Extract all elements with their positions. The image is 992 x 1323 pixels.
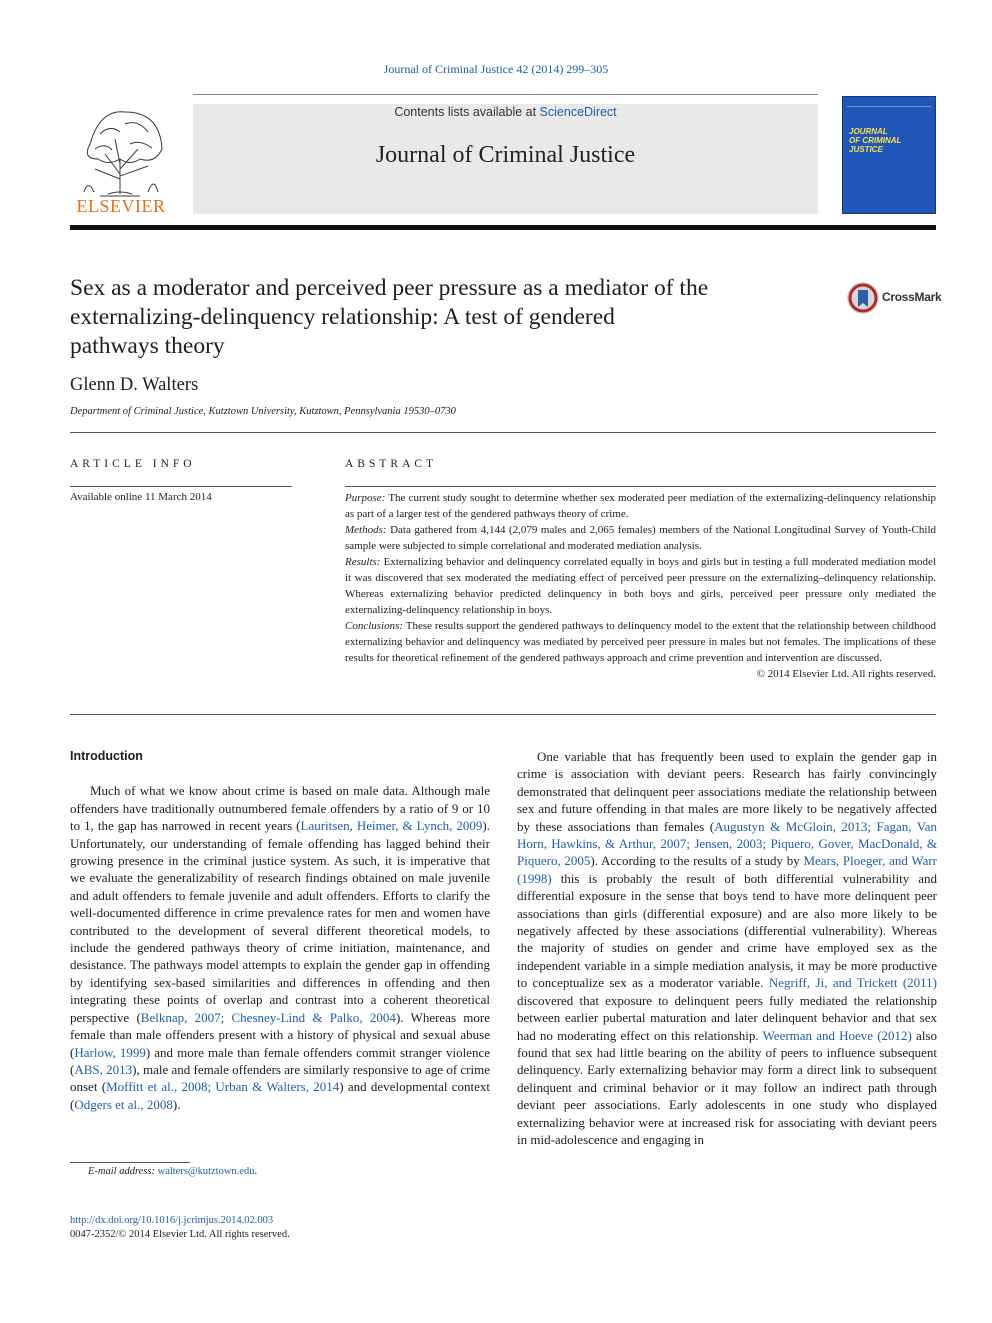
article-info-rule	[70, 486, 292, 487]
contents-available-line: Contents lists available at ScienceDirect	[394, 105, 617, 119]
citation-link[interactable]: Lauritsen, Heimer, & Lynch, 2009	[300, 818, 483, 834]
article-info-heading: ARTICLE INFO	[70, 458, 196, 470]
intro-paragraph-2: One variable that has frequently been used to explain the gender gap in crime is association with deviant peers. Research has fairly convincingly demonstrated that delinquent peer associations mediate the relationship between sex and future offending in that males are more likely to be negatively affected by these associations than females (Augustyn & McGloin, 2013; Fagan, Van Horn, Hawkins, & Arthur, 2007; Jensen, 2003; Piquero, Gover, MacDonald, & Piquero, 2005). According to the results of a study by Mears, Ploeger, and Warr (1998) this is probably the result of both differential vulnerability and differential exposure in the sense that boys tend to have more delinquent peer associations than girls (differential exposure) and are also more likely to be negatively affected by these associations (differential vulnerability). Whereas the majority of studies on gender and crime have employed sex as the independent variable in a simple mediation analysis, it may be more productive to conceptualize sex as a moderator variable. Negriff, Ji, and Trickett (2011) discovered that exposure to delinquent peers fully mediated the relationship between earlier pubertal maturation and later delinquent behavior and that sex had no moderating effect on this relationship. Weerman and Hoeve (2012) also found that sex had little bearing on the ability of peers to influence subsequent delinquency. Early externalizing behavior may form a direct link to subsequent delinquent and criminal behavior or it may follow an indirect path through deviant peer associations. Early adolescents in one study who displayed externalizing behavior were at increased risk for associating with deviant peers in mid-adolescence and engaging in	[517, 749, 938, 1147]
citation-link[interactable]: Augustyn & McGloin, 2013; Fagan, Van Horn, Hawkins, & Arthur, 2007; Jensen, 2003; Piquero, Gover, MacDonald, & Piquero, 2005	[517, 818, 937, 869]
header-thick-rule	[70, 225, 936, 230]
author-email-link[interactable]: walters@kutztown.edu	[157, 1166, 255, 1177]
journal-citation[interactable]: Journal of Criminal Justice 42 (2014) 299–305	[383, 62, 609, 76]
footnote-rule	[70, 1162, 190, 1163]
body-column-right	[517, 748, 937, 1148]
citation-link[interactable]: ABS, 2013	[74, 1061, 133, 1077]
cover-title: JOURNAL OF CRIMINAL JUSTICE	[849, 127, 902, 154]
abstract-copyright: © 2014 Elsevier Ltd. All rights reserved.	[756, 668, 936, 680]
abstract-methods: Methods: Data gathered from 4,144 (2,079 males and 2,065 females) members of the National Longitudinal Survey of Youth-Child sample were subjected to simple correlational and moderated mediation analysis.	[345, 524, 936, 552]
abstract-heading: ABSTRACT	[345, 458, 438, 470]
citation-link[interactable]: Odgers et al., 2008	[74, 1096, 173, 1112]
introduction-heading: Introduction	[70, 749, 143, 763]
abstract-results: Results: Externalizing behavior and delinquency correlated equally in boys and girls but in testing a full moderated mediation model it was discovered that sex moderated the mediating effect of perceived peer pressure on the externalizing–delinquency relationship. Whereas externalizing behavior predicted delinquency in both boys and girls, perceived peer pressure only mediated the externalizing-delinquency relationship in boys.	[345, 556, 936, 616]
title-divider	[70, 432, 936, 433]
abstract-bottom-divider	[70, 714, 936, 715]
citation-link[interactable]: Negriff, Ji, and Trickett (2011)	[768, 975, 938, 991]
available-online-date: Available online 11 March 2014	[70, 491, 212, 503]
crossmark-icon[interactable]	[846, 281, 880, 315]
cover-header-strip	[847, 101, 931, 107]
citation-link[interactable]: Harlow, 1999	[74, 1044, 146, 1060]
doi-link[interactable]: http://dx.doi.org/10.1016/j.jcrimjus.2014.02.003	[70, 1215, 274, 1226]
abstract-conclusions: Conclusions: These results support the gendered pathways to delinquency model to the extent that the relationship between childhood externalizing behavior and delinquency was mediated by perceived peer pressure in males but not females. The implications of these results for theoretical refinement of the gendered pathways approach and crime prevention and intervention are discussed.	[345, 620, 936, 664]
abstract-purpose: Purpose: The current study sought to determine whether sex moderated peer mediation of the externalizing-delinquency relationship as part of a larger test of the gendered pathways theory of crime.	[345, 492, 936, 520]
article-title: Sex as a moderator and perceived peer pressure as a mediator of the externalizing-delinquency relationship: A test of gendered pathways theory	[70, 275, 709, 359]
author-email-footnote: E-mail address: walters@kutztown.edu.	[88, 1166, 258, 1177]
citation-link[interactable]: Belknap, 2007; Chesney-Lind & Palko, 2004	[140, 1009, 396, 1025]
citation-link[interactable]: Weerman and Hoeve (2012)	[762, 1027, 912, 1043]
journal-name[interactable]: Journal of Criminal Justice	[375, 142, 636, 168]
abstract-body	[345, 490, 936, 682]
issn-copyright: 0047-2352/© 2014 Elsevier Ltd. All rights reserved.	[70, 1229, 290, 1240]
intro-paragraph-1: Much of what we know about crime is based on male data. Although male offenders have traditionally outnumbered female offenders by a ratio of 9 or 10 to 1, the gap has narrowed in recent years (Lauritsen, Heimer, & Lynch, 2009). Unfortunately, our understanding of female offending has lagged behind their growing presence in the criminal justice system. As such, it is imperative that we evaluate the generalizability of research findings obtained on male juvenile and adult offenders to female juvenile and adult offenders. Efforts to clarify the well-documented difference in crime prevalence rates for men and women have contributed to the development of several different theoretical models, to include the gendered pathways theory of crime initiation, maintenance, and desistance. The pathways model attempts to explain the gender gap in offending by identifying sex-based similarities and differences in offending and then integrating these points of overlap and contrast into a coherent theoretical perspective (Belknap, 2007; Chesney-Lind & Palko, 2004). Whereas more female than male offenders present with a history of physical and sexual abuse (Harlow, 1999) and more male than female offenders commit stranger violence (ABS, 2013), male and female offenders are similarly responsive to age of crime onset (Moffitt et al., 2008; Urban & Walters, 2014) and developmental context (Odgers et al., 2008).	[70, 783, 490, 1112]
citation-link[interactable]: Mears, Ploeger, and Warr (1998)	[517, 853, 937, 886]
header-rule	[193, 94, 818, 95]
author-name: Glenn D. Walters	[70, 375, 199, 395]
citation-link[interactable]: Moffitt et al., 2008; Urban & Walters, 2014	[106, 1079, 340, 1095]
journal-cover-thumbnail[interactable]	[842, 96, 936, 214]
author-affiliation: Department of Criminal Justice, Kutztown University, Kutztown, Pennsylvania 19530–0730	[70, 406, 456, 417]
elsevier-wordmark: ELSEVIER	[76, 196, 166, 216]
body-column-left	[70, 748, 490, 1113]
abstract-rule	[345, 486, 936, 487]
sciencedirect-link[interactable]: ScienceDirect	[539, 105, 617, 119]
crossmark-label[interactable]: CrossMark	[882, 290, 942, 304]
